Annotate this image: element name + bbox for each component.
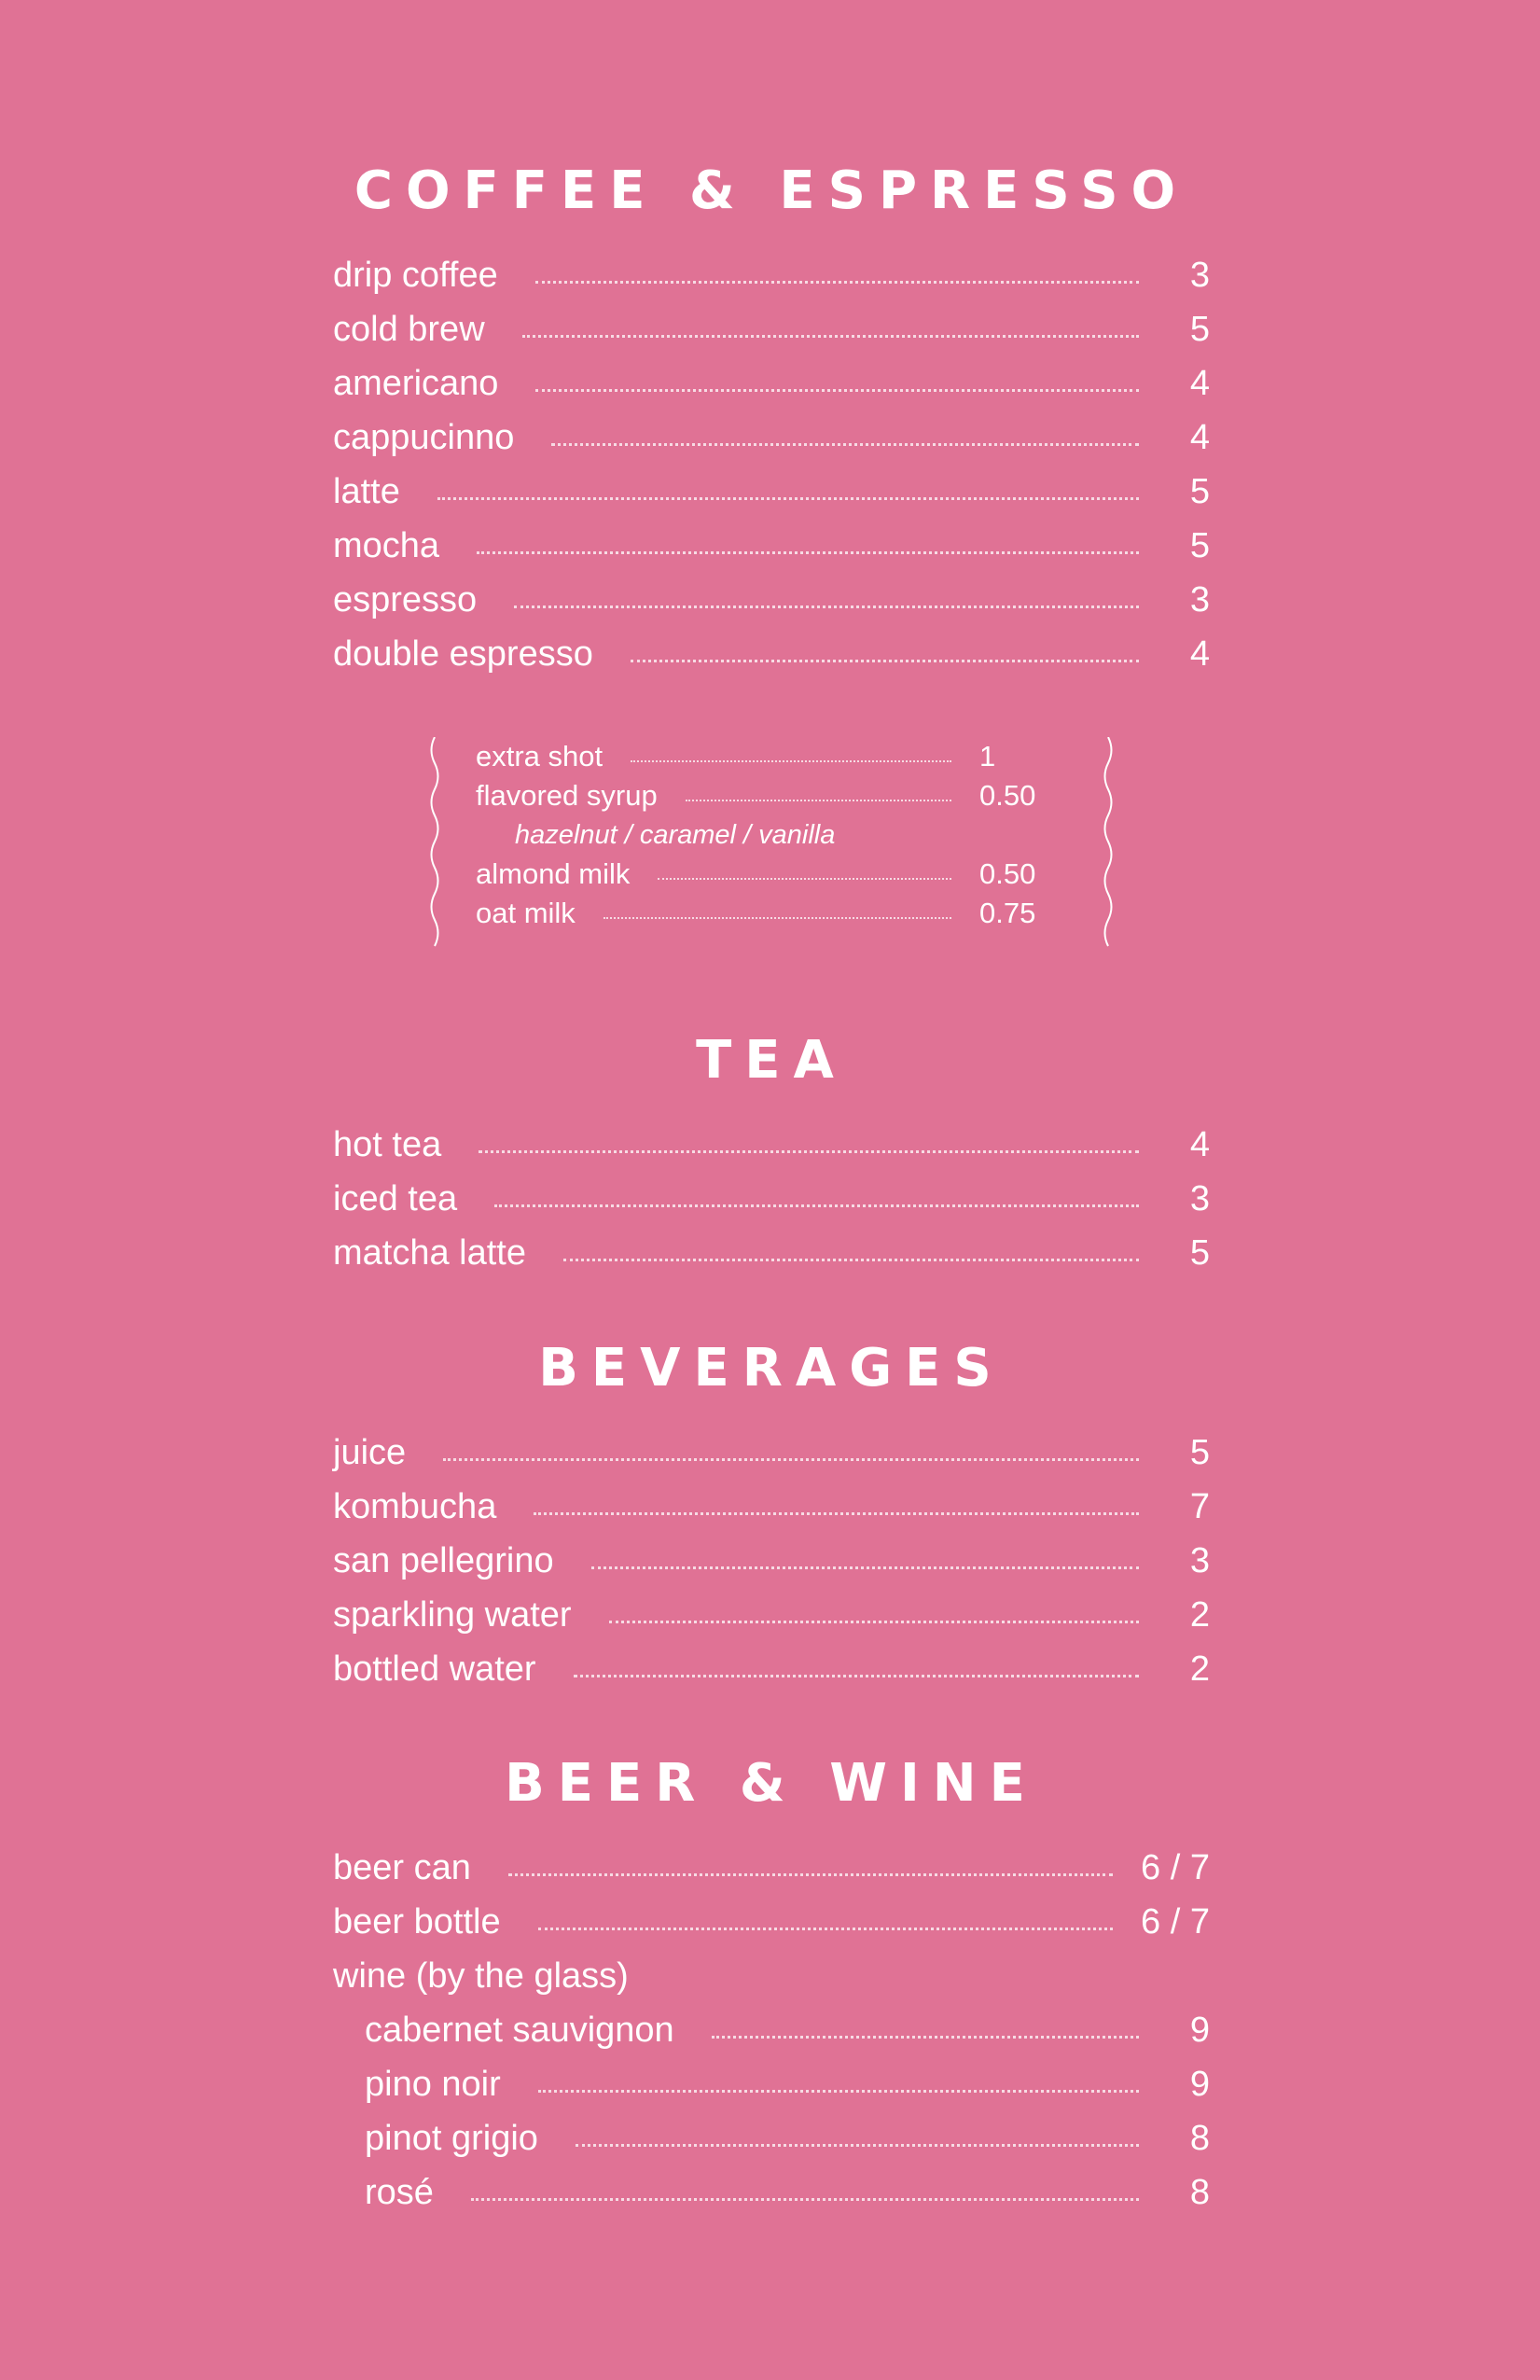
dot-leader — [576, 2144, 1139, 2147]
addon-price: 0.75 — [979, 897, 1036, 929]
menu-item — [333, 1534, 1210, 1588]
addon-item — [476, 737, 1073, 776]
addon-item — [476, 776, 1073, 815]
addon-name: extra shot — [476, 740, 604, 772]
dot-leader — [535, 389, 1139, 392]
item-name: espresso — [333, 580, 478, 619]
menu-item — [333, 248, 1210, 302]
addon-item — [476, 855, 1073, 894]
item-name: americano — [333, 364, 499, 403]
dot-leader — [508, 1873, 1113, 1876]
dot-leader — [631, 760, 951, 762]
item-name: bottled water — [333, 1649, 536, 1689]
item-name: beer can — [333, 1848, 471, 1887]
addon-name: almond milk — [476, 857, 631, 890]
item-name: latte — [333, 472, 400, 511]
menu-item — [333, 302, 1210, 356]
item-price: 4 — [1189, 364, 1210, 403]
item-name: beer bottle — [333, 1902, 501, 1942]
item-name: drip coffee — [333, 256, 498, 295]
item-price: 2 — [1189, 1649, 1210, 1689]
section-title-tea: TEA — [696, 1030, 847, 1091]
item-price: 9 — [1189, 2011, 1210, 2050]
syrup-flavors: hazelnut / caramel / vanilla — [515, 820, 836, 850]
addon-item — [476, 894, 1073, 933]
item-name: rosé — [365, 2173, 434, 2212]
item-price: 3 — [1189, 1179, 1210, 1218]
item-name: cold brew — [333, 310, 485, 349]
dot-leader — [563, 1259, 1139, 1261]
dot-leader — [574, 1675, 1139, 1677]
item-price: 4 — [1189, 634, 1210, 674]
menu-item — [333, 573, 1210, 627]
dot-leader — [609, 1621, 1139, 1623]
right-wavy-brace — [1100, 737, 1117, 952]
menu-item — [333, 1841, 1210, 1895]
addon-price: 1 — [979, 740, 996, 772]
menu-item — [333, 627, 1210, 681]
addon-price: 0.50 — [979, 857, 1036, 890]
menu-item — [333, 465, 1210, 519]
item-name: matcha latte — [333, 1233, 526, 1273]
dot-leader — [538, 2090, 1139, 2093]
item-price: 2 — [1189, 1595, 1210, 1635]
dot-leader — [535, 281, 1139, 284]
wine-header — [333, 1949, 1210, 2003]
dot-leader — [477, 551, 1139, 554]
dot-leader — [712, 2036, 1139, 2039]
item-name: cappucinno — [333, 418, 515, 457]
item-name: hot tea — [333, 1125, 442, 1164]
dot-leader — [479, 1150, 1139, 1153]
item-price: 9 — [1189, 2065, 1210, 2104]
item-price: 5 — [1189, 1233, 1210, 1273]
beer-wine-items — [333, 1841, 1210, 2220]
section-title-beer-wine: BEER & WINE — [505, 1753, 1038, 1814]
section-title-beverages: BEVERAGES — [538, 1338, 1005, 1399]
item-price: 4 — [1189, 418, 1210, 457]
menu-item — [333, 411, 1210, 465]
dot-leader — [686, 800, 951, 801]
menu-item — [333, 2111, 1210, 2165]
dot-leader — [471, 2198, 1139, 2201]
item-name: double espresso — [333, 634, 593, 674]
addons-box — [426, 737, 1117, 952]
dot-leader — [604, 917, 951, 919]
dot-leader — [522, 335, 1139, 338]
menu-item — [333, 1118, 1210, 1172]
menu-item — [333, 1226, 1210, 1280]
item-price: 6 / 7 — [1141, 1848, 1210, 1887]
addon-list — [476, 737, 1073, 933]
item-price: 3 — [1189, 1541, 1210, 1580]
dot-leader — [443, 1458, 1139, 1461]
section-title-coffee: COFFEE & ESPRESSO — [354, 160, 1189, 221]
menu-item — [333, 1172, 1210, 1226]
menu-item — [333, 1642, 1210, 1696]
item-name: mocha — [333, 526, 440, 565]
item-price: 5 — [1189, 310, 1210, 349]
dot-leader — [538, 1928, 1113, 1930]
item-name: sparkling water — [333, 1595, 572, 1635]
item-price: 5 — [1189, 526, 1210, 565]
item-price: 3 — [1189, 580, 1210, 619]
menu-item — [333, 2057, 1210, 2111]
item-price: 8 — [1189, 2173, 1210, 2212]
menu-item — [333, 519, 1210, 573]
dot-leader — [437, 497, 1139, 500]
item-name: pino noir — [365, 2065, 501, 2104]
item-price: 5 — [1189, 472, 1210, 511]
dot-leader — [551, 443, 1139, 446]
menu-item — [333, 2003, 1210, 2057]
menu-item — [333, 356, 1210, 411]
item-price: 7 — [1189, 1487, 1210, 1526]
menu-item — [333, 1480, 1210, 1534]
menu-item — [333, 1895, 1210, 1949]
item-name: iced tea — [333, 1179, 458, 1218]
dot-leader — [631, 660, 1139, 662]
item-name: san pellegrino — [333, 1541, 554, 1580]
menu-item — [333, 2165, 1210, 2220]
dot-leader — [658, 878, 951, 880]
item-price: 4 — [1189, 1125, 1210, 1164]
tea-items — [333, 1118, 1210, 1280]
beverage-items — [333, 1426, 1210, 1696]
wine-header-label: wine (by the glass) — [333, 1956, 629, 1996]
dot-leader — [591, 1566, 1139, 1569]
dot-leader — [514, 605, 1139, 608]
dot-leader — [534, 1512, 1139, 1515]
item-name: pinot grigio — [365, 2119, 538, 2158]
item-name: kombucha — [333, 1487, 497, 1526]
addon-name: oat milk — [476, 897, 576, 929]
item-price: 6 / 7 — [1141, 1902, 1210, 1942]
addon-price: 0.50 — [979, 779, 1036, 812]
item-name: juice — [333, 1433, 407, 1472]
left-wavy-brace — [426, 737, 443, 952]
addon-name: flavored syrup — [476, 779, 658, 812]
item-price: 3 — [1189, 256, 1210, 295]
menu-item — [333, 1588, 1210, 1642]
dot-leader — [494, 1204, 1139, 1207]
item-price: 8 — [1189, 2119, 1210, 2158]
menu-item — [333, 1426, 1210, 1480]
item-name: cabernet sauvignon — [365, 2011, 674, 2050]
item-price: 5 — [1189, 1433, 1210, 1472]
coffee-items — [333, 248, 1210, 681]
